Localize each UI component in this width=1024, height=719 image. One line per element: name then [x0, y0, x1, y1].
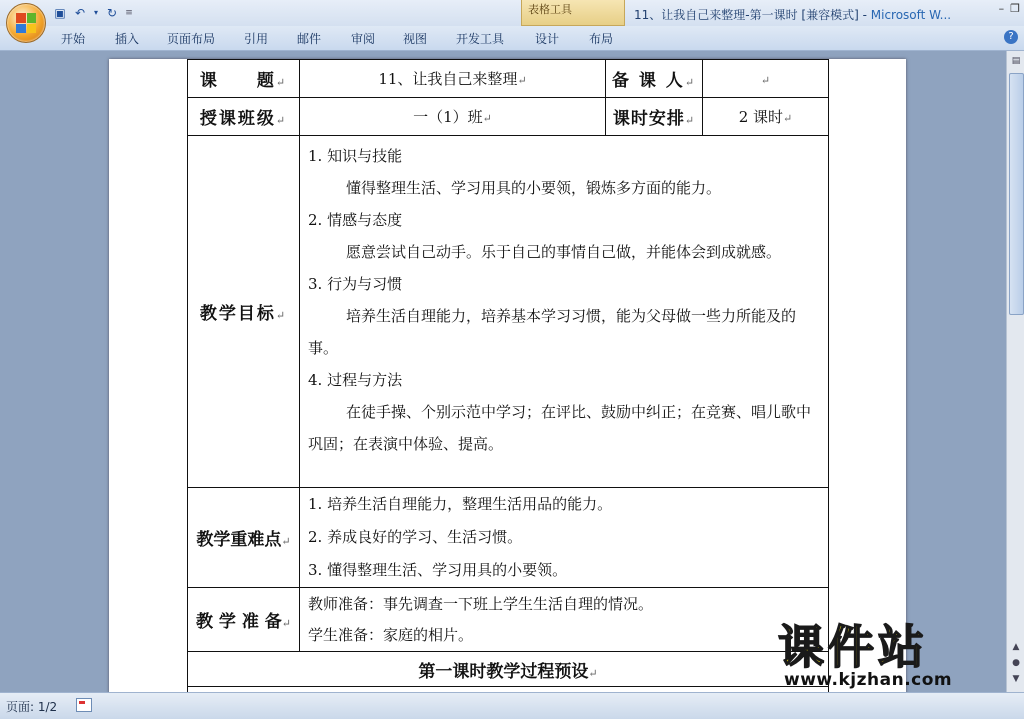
next-page-icon[interactable]: ▼: [1012, 674, 1020, 684]
page-counter[interactable]: 页面: 1/2: [6, 700, 58, 714]
vertical-scrollbar[interactable]: [1006, 51, 1024, 692]
preparation-item: 学生准备：家庭的相片。: [308, 625, 474, 644]
objective-heading: 1. 知识与技能: [308, 147, 403, 165]
tab-view[interactable]: 视图: [403, 32, 428, 46]
watermark-url: www.kjzhan.com: [784, 670, 953, 690]
save-icon[interactable]: ▣: [54, 6, 66, 20]
ribbon-tab-bar: [0, 26, 1024, 51]
window-controls: [999, 2, 1020, 15]
objective-heading: 3. 行为与习惯: [308, 275, 403, 293]
topic-label: 课 题↵: [188, 60, 300, 98]
document-title: 11、让我自己来整理-第一课时 [兼容模式]: [634, 8, 859, 22]
scrollbar-thumb[interactable]: [1009, 73, 1024, 315]
redo-icon[interactable]: ↻: [106, 6, 118, 20]
tab-insert[interactable]: 插入: [115, 32, 140, 46]
contextual-tab-group: 表格工具: [521, 0, 625, 26]
key-point-item: 3. 懂得整理生活、学习用具的小要领。: [308, 561, 568, 579]
select-browse-object-icon[interactable]: ●: [1012, 658, 1020, 668]
objective-heading: 4. 过程与方法: [308, 371, 403, 389]
tab-table-design[interactable]: 设计: [535, 32, 560, 46]
topic-value[interactable]: 11、让我自己来整理↵: [300, 60, 606, 98]
proofing-status-icon[interactable]: [76, 698, 92, 712]
undo-icon[interactable]: ↶: [74, 6, 86, 20]
objective-heading: 2. 情感与态度: [308, 211, 403, 229]
table-row: [188, 652, 829, 687]
customize-icon[interactable]: ≡: [125, 8, 133, 18]
table-row: [188, 98, 829, 136]
table-row: [188, 488, 829, 588]
tab-mailings[interactable]: 邮件: [297, 32, 322, 46]
schedule-value[interactable]: 2 课时↵: [703, 98, 829, 136]
schedule-label: 课时安排↵: [606, 98, 703, 136]
ruler-toggle-icon[interactable]: ▤: [1011, 56, 1021, 66]
application-name: Microsoft W...: [870, 8, 952, 22]
table-row: [188, 588, 829, 652]
title-bar: [0, 0, 1024, 26]
section-title[interactable]: 第一课时教学过程预设↵: [188, 652, 829, 687]
key-points-label: 教学重难点↵: [188, 488, 300, 588]
key-points-content[interactable]: [300, 488, 829, 588]
document-page: [109, 59, 906, 692]
help-icon[interactable]: ?: [1004, 30, 1018, 44]
tab-page-layout[interactable]: 页面布局: [167, 32, 216, 46]
table-row: [188, 60, 829, 98]
preparation-content[interactable]: [300, 588, 829, 652]
tab-table-layout[interactable]: 布局: [589, 32, 614, 46]
document-workspace: [0, 51, 1006, 692]
restore-button[interactable]: ❐: [1010, 2, 1020, 15]
objectives-content[interactable]: [300, 136, 829, 488]
preparer-value[interactable]: ↵: [703, 60, 829, 98]
table-row: [188, 136, 829, 488]
previous-page-icon[interactable]: ▲: [1012, 642, 1020, 652]
preparation-item: 教师准备：事先调查一下班上学生生活自理的情况。: [308, 594, 654, 613]
preparer-label: 备 课 人↵: [606, 60, 703, 98]
quick-access-toolbar: [52, 4, 134, 22]
office-button[interactable]: [6, 3, 46, 43]
lesson-plan-table: [187, 59, 829, 692]
watermark-logo: [770, 622, 1010, 692]
minimize-button[interactable]: –: [998, 2, 1005, 15]
watermark-text: 课件站: [778, 620, 928, 674]
dropdown-icon[interactable]: ▾: [93, 8, 98, 17]
objective-text: 培养生活自理能力，培养基本学习习惯，能为父母做一些力所能及的事。: [308, 307, 797, 357]
key-point-item: 1. 培养生活自理能力，整理生活用品的能力。: [308, 495, 613, 513]
office-logo-icon: [16, 13, 36, 33]
objectives-label: 教学目标↵: [188, 136, 300, 488]
objective-text: 愿意尝试自己动手。乐于自己的事情自己做，并能体会到成就感。: [346, 243, 782, 261]
key-point-item: 2. 养成良好的学习、生活习惯。: [308, 528, 523, 546]
status-bar: [0, 692, 1024, 719]
objective-text: 懂得整理生活、学习用具的小要领，锻炼多方面的能力。: [346, 179, 722, 197]
tab-home[interactable]: 开始: [61, 32, 86, 46]
title-separator: -: [858, 8, 871, 22]
tab-references[interactable]: 引用: [244, 32, 269, 46]
tab-review[interactable]: 审阅: [351, 32, 376, 46]
tab-developer[interactable]: 开发工具: [456, 32, 505, 46]
class-label: 授课班级↵: [188, 98, 300, 136]
preparation-label: 教 学 准 备↵: [188, 588, 300, 652]
class-value[interactable]: 一（1）班↵: [300, 98, 606, 136]
window-title: [634, 6, 951, 23]
objective-text: 在徒手操、个别示范中学习；在评比、鼓励中纠正；在竞赛、唱儿歌中巩固；在表演中体验、提高。: [308, 403, 812, 453]
